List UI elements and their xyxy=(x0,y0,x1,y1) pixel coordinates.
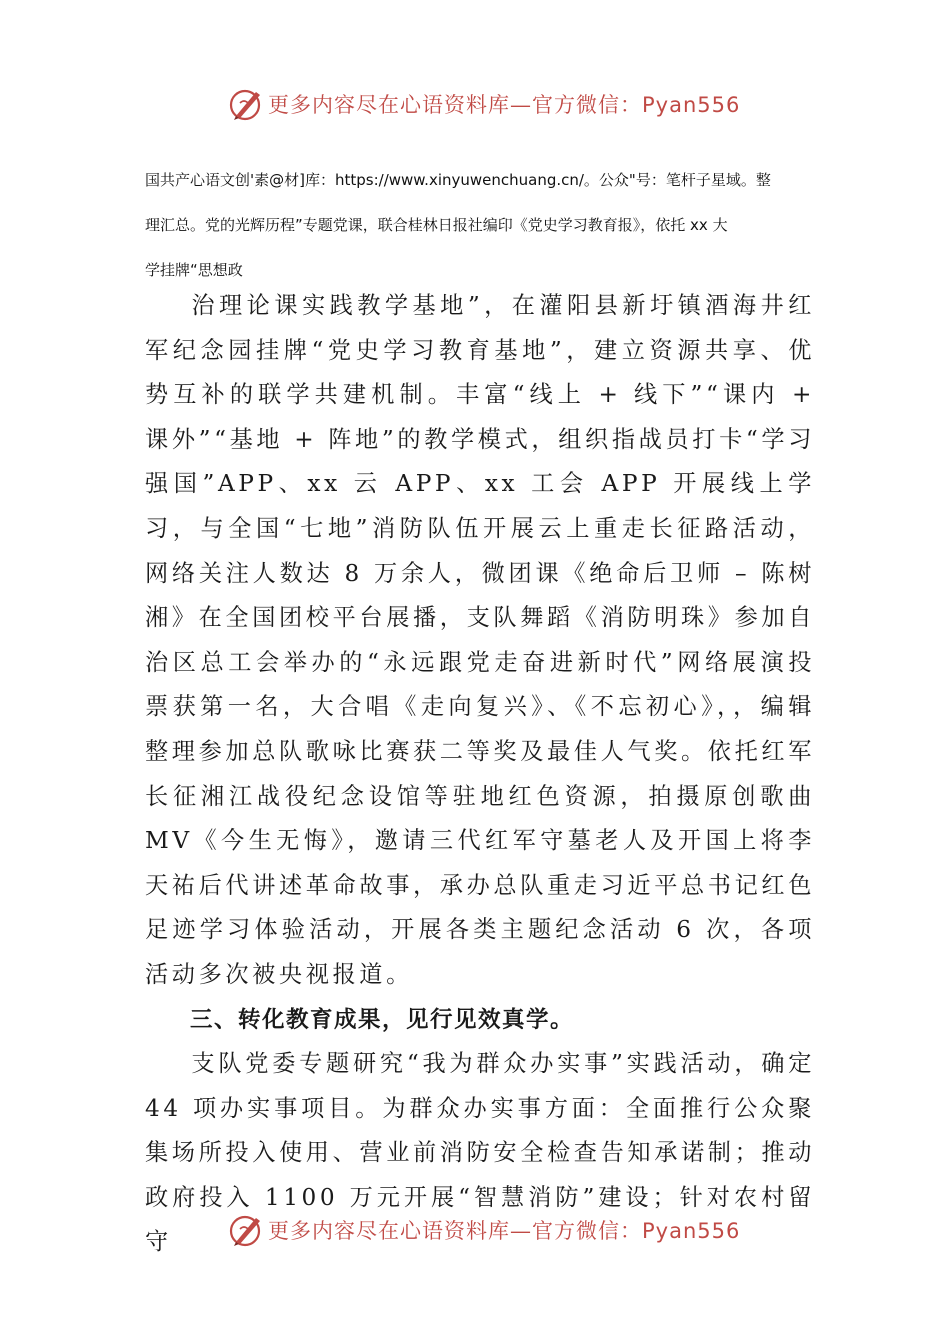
header-line: 学挂牌“思想政 xyxy=(145,261,243,279)
watermark-text: 更多内容尽在心语资料库—官方微信：Pyan556 xyxy=(268,93,741,117)
pen-logo-icon xyxy=(228,86,264,122)
watermark-text: 更多内容尽在心语资料库—官方微信：Pyan556 xyxy=(268,1219,741,1243)
header-line: 理汇总。党的光辉历程”专题党课，联合桂林日报社编印《党史学习教育报》，依托 xx 大 xyxy=(145,216,728,234)
section-heading: 三、转化教育成果，见行见效真学。 xyxy=(190,1006,575,1033)
document-body xyxy=(145,284,815,1265)
header-line: 国共产心语文创'素@材]库：https://www.xinyuwenchuang.cn/。公众"号：笔杆子星域。整 xyxy=(145,171,771,189)
paragraph: 治理论课实践教学基地”，在灌阳县新圩镇酒海井红军纪念园挂牌“党史学习教育基地”，建立资源共享、优势互补的联学共建机制。丰富“线上 + 线下”“课内 + 课外”“基地 + 阵地”的教学模式，组织指战员打卡“学习强国”APP、xx 云 APP、xx 工会 APP 开展线上学习，与全国“七地”消防队伍开展云上重走长征路活动，网络关注人数达 8 万余人，微团课《绝命后卫师 – 陈树湘》在全国团校平台展播，支队舞蹈《消防明珠》参加自治区总工会举办的“永远跟党走奋进新时代”网络展演投票获第一名，大合唱《走向复兴》、《不忘初心》，，编辑整理参加总队歌咏比赛获二等奖及最佳人气奖。依托红军长征湘江战役纪念设馆等驻地红色资源，拍摄原创歌曲 MV《今生无悔》，邀请三代红军守墓老人及开国上将李天祐后代讲述革命故事，承办总队重走习近平总书记红色足迹学习体验活动，开展各类主题纪念活动 6 次，各项活动多次被央视报道。 xyxy=(145,292,815,988)
watermark-top xyxy=(228,84,748,124)
pen-logo-icon xyxy=(228,1212,264,1248)
paragraph: 支队党委专题研究“我为群众办实事”实践活动，确定 44 项办实事项目。为群众办实事方面：全面推行公众聚集场所投入使用、营业前消防安全检查告知承诺制；推动政府投入 1100 万元开展“智慧消防”建设；针对农村留守 xyxy=(145,1050,815,1256)
watermark-bottom xyxy=(228,1210,748,1250)
document-header-lines xyxy=(145,158,815,293)
